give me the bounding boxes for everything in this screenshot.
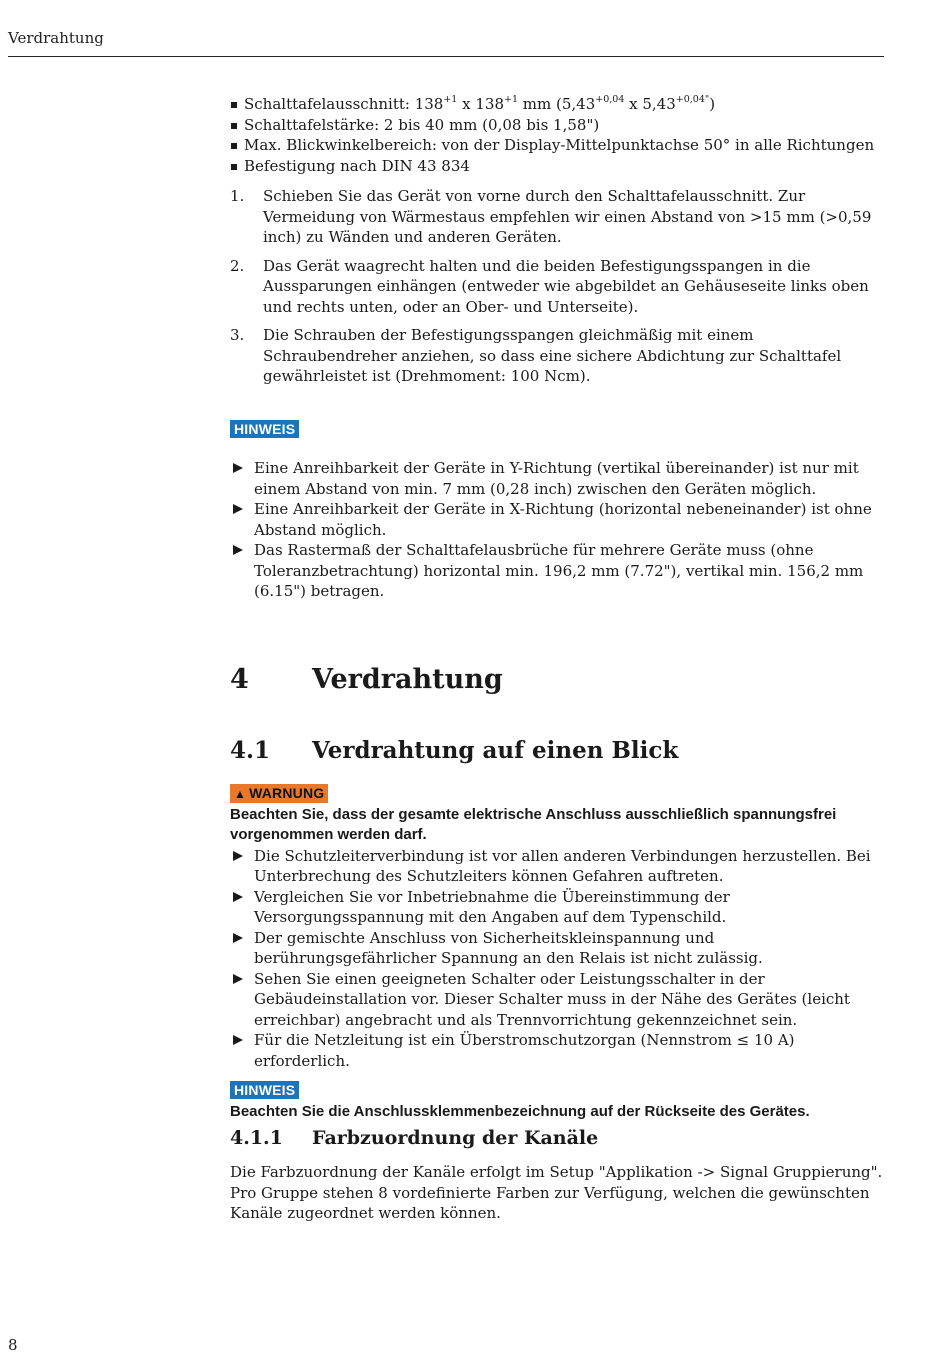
chapter-heading: 4 Verdrahtung <box>230 664 503 695</box>
arrow-right-icon <box>233 974 243 984</box>
notice-text: Beachten Sie die Anschlussklemmenbezeichnung auf der Rückseite des Gerätes. <box>230 1102 810 1120</box>
notice-list <box>230 458 886 602</box>
step-item: 3. Die Schrauben der Befestigungsspangen gleichmäßig mit einem Schraubendreher anziehen, so dass eine sichere Abdichtung zur Schalttafel gewährleistet ist (Drehmoment: 100 Ncm). <box>230 326 842 385</box>
hinweis-badge: HINWEIS <box>230 1081 299 1099</box>
list-item: Sehen Sie einen geeigneten Schalter oder Leistungsschalter in der Gebäudeinstallation vor. Dieser Schalter muss in der Nähe des Gerätes (leicht erreichbar) angebracht und als Trennvorrichtung gekennzeichnet sein. <box>230 969 886 1031</box>
arrow-right-icon <box>233 892 243 902</box>
arrow-right-icon <box>233 851 243 861</box>
arrow-right-icon <box>233 933 243 943</box>
list-item: Schalttafelausschnitt: $138^{+1}$ x $138^{+1}$ mm ($5,43^{+0,04}$ x $5,43^{+0,04"}$) <box>230 94 886 115</box>
subsection-heading: 4.1.1 Farbzuordnung der Kanäle <box>230 1127 599 1149</box>
warnung-badge: ▲ WARNUNG <box>230 784 328 803</box>
arrow-right-icon <box>233 1035 243 1045</box>
page-number: 8 <box>8 1336 18 1354</box>
step-item: 2. Das Gerät waagrecht halten und die beiden Befestigungsspangen in die Aussparungen einhängen (entweder wie abgebildet an Gehäuseseite links oben und rechts unten, oder an Ober- und Unterseite). <box>230 256 869 316</box>
warning-triangle-icon: ▲ <box>234 787 247 801</box>
section-heading: 4.1 Verdrahtung auf einen Blick <box>230 737 679 764</box>
list-item: Eine Anreihbarkeit der Geräte in Y-Richtung (vertikal übereinander) ist nur mit einem Abstand von min. 7 mm (0,28 inch) zwischen den Geräten möglich. <box>230 458 886 499</box>
warning-block <box>230 783 886 1122</box>
arrow-right-icon <box>233 545 243 555</box>
square-bullet-icon <box>231 143 237 149</box>
arrow-right-icon <box>233 463 243 473</box>
list-item: Vergleichen Sie vor Inbetriebnahme die Übereinstimmung der Versorgungsspannung mit den Angaben auf dem Typenschild. <box>230 887 886 928</box>
spec-list <box>230 94 886 176</box>
list-item: Befestigung nach DIN 43 834 <box>230 156 886 177</box>
content-top <box>230 94 886 602</box>
notice-block <box>230 1080 886 1101</box>
list-item: Für die Netzleitung ist ein Überstromschutzorgan (Nennstrom ≤ 10 A) erforderlich. <box>230 1030 886 1071</box>
square-bullet-icon <box>231 123 237 129</box>
list-item: Die Schutzleiterverbindung ist vor allen anderen Verbindungen herzustellen. Bei Unterbrechung des Schutzleiters können Gefahren auftreten. <box>230 846 886 887</box>
step-item: 1. Schieben Sie das Gerät von vorne durch den Schalttafelausschnitt. Zur Vermeidung von Wärmestaus empfehlen wir einen Abstand von >15 mm (>0,59 inch) zu Wänden und anderen Geräten. <box>230 187 872 246</box>
warning-lead: Beachten Sie, dass der gesamte elektrische Anschluss ausschließlich spannungsfrei vorgenommen werden darf. <box>230 805 837 843</box>
list-item: Das Rastermaß der Schalttafelausbrüche für mehrere Geräte muss (ohne Toleranzbetrachtung) horizontal min. 196,2 mm (7.72"), vertikal min. 156,2 mm (6.15") betragen. <box>230 540 886 602</box>
installation-steps <box>230 186 886 387</box>
list-item: Der gemischte Anschluss von Sicherheitskleinspannung und berührungsgefährlicher Spannung an den Relais ist nicht zulässig. <box>230 928 886 969</box>
running-header: Verdrahtung <box>8 29 104 47</box>
hinweis-badge: HINWEIS <box>230 420 299 438</box>
section-body: Die Farbzuordnung der Kanäle erfolgt im Setup "Applikation -> Signal Gruppierung". Pro Gruppe stehen 8 vordefinierte Farben zur Verfügung, welchen die gewünschten Kanäle zugeordnet werden können. <box>230 1163 883 1222</box>
list-item: Max. Blickwinkelbereich: von der Display-Mittelpunktachse 50° in alle Richtungen <box>230 135 886 156</box>
arrow-right-icon <box>233 504 243 514</box>
warning-list <box>230 846 886 1072</box>
square-bullet-icon <box>231 102 237 108</box>
list-item: Eine Anreihbarkeit der Geräte in X-Richtung (horizontal nebeneinander) ist ohne Abstand möglich. <box>230 499 886 540</box>
list-item: Schalttafelstärke: 2 bis 40 mm (0,08 bis 1,58") <box>230 115 886 136</box>
header-rule <box>8 56 884 57</box>
square-bullet-icon <box>231 164 237 170</box>
notice-block <box>230 419 886 440</box>
